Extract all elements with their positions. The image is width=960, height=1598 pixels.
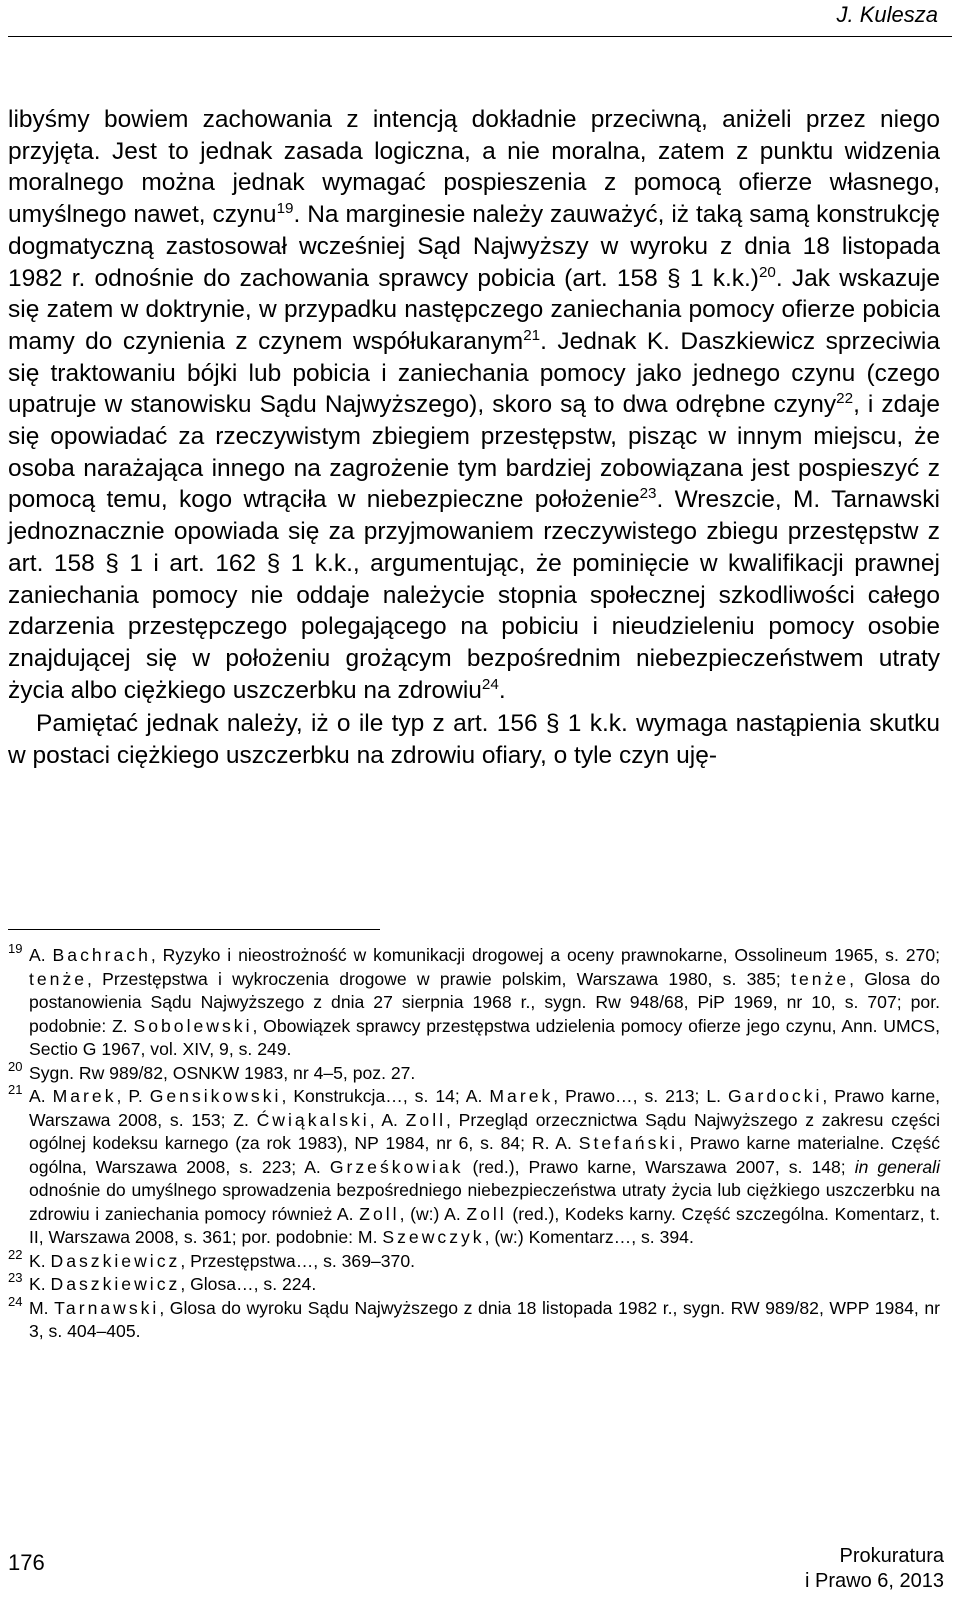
- journal-name: Prokuratura: [839, 1545, 944, 1567]
- author-name: Gensikowski: [149, 1086, 282, 1106]
- footnote-number: 24: [8, 1293, 23, 1309]
- footnote-text: , Przestępstwa…, s. 369–370.: [180, 1250, 416, 1271]
- footnote-number: 21: [8, 1082, 23, 1097]
- footnotes: [8, 941, 941, 1344]
- footnote-text: , (w:) Komentarz…, s. 394.: [484, 1227, 694, 1247]
- footnote-number: 20: [8, 1058, 23, 1074]
- footnote-21: [8, 1082, 941, 1250]
- text-run: libyśmy bowiem zachowania z intencją dokładnie przeciwną, aniżeli przez niego przyjęta. Jest to jednak zasada logiczna, a nie moralna, zatem z punktu widzenia moralnego można jednak wymagać pospieszenia z pomocą ofierze własnego, umyślnego nawet, czynu: [8, 106, 940, 229]
- text-run: .: [498, 676, 506, 704]
- footnote-text: , Obowiązek sprawcy przestępstwa udzielenia pomocy ofierze jego czynu, Ann. UMCS, Sectio G 1967, vol. XIV, 9, s. 249.: [29, 1015, 940, 1059]
- footnote-text: , P.: [116, 1086, 150, 1106]
- footnote-text: (red.), Prawo karne, Warszawa 2007, s. 148;: [463, 1156, 855, 1177]
- text-run: . Wreszcie, M. Tarnawski jednoznacznie opowiada się za przyjmowaniem rzeczywistego zbiegu przestępstw z art. 158 § 1 i art. 162 § 1 k.k., argumentując, że pominięcie w kwalifikacji prawnej zaniechania pomocy nie oddaje należycie stopnia społecznej szkodliwości całego zdarzenia przestępczego polegającego na pobiciu i nieudzieleniu pomocy osobie znajdującej się w położeniu grożącym bezpośrednim niebezpieczeństwem utraty życia albo ciężkiego uszczerbku na zdrowiu: [8, 486, 940, 704]
- author-name: Daszkiewicz: [50, 1274, 181, 1294]
- footnote-text: , Przestępstwa i wykroczenia drogowe w prawie polskim, Warszawa 1980, s. 385;: [87, 968, 792, 989]
- footnote-text: in generali: [854, 1156, 941, 1177]
- author-name: Bachrach: [52, 945, 151, 965]
- footnote-text: M.: [29, 1297, 55, 1318]
- footnote-text: K.: [29, 1274, 51, 1294]
- footnote-text: , Prawo karne, Warszawa 2008, s. 153; Z.: [29, 1086, 941, 1130]
- footnote-separator: [8, 929, 380, 930]
- footnote-ref-22[interactable]: 22: [836, 390, 854, 408]
- footnote-text: , A.: [369, 1109, 406, 1130]
- footnote-text: , Przegląd orzecznictwa Sądu Najwyższego z zakresu części ogólnej kodeksu karnego (za rok 1983), NP 1984, nr 6, s. 84; R. A.: [29, 1109, 940, 1153]
- footnote-ref-21[interactable]: 21: [523, 326, 541, 344]
- text-run: . Jak wskazuje się zatem w doktrynie, w przypadku następczego zaniechania pomocy ofierze pobicia mamy do czynienia z czynem współukaranym: [8, 264, 940, 355]
- author-name: Zoll: [466, 1203, 507, 1224]
- footnote-text: odnośnie do umyślnego sprowadzenia bezpośredniego niebezpieczeństwa utraty życia lub ciężkiego uszczerbku na zdrowiu i zaniechania pomocy również A.: [29, 1180, 940, 1224]
- main-text: [8, 104, 940, 772]
- author-name: Zoll: [405, 1109, 447, 1130]
- footnote-text: , Prawo…, s. 213; L.: [553, 1086, 728, 1106]
- footnote-text: , Ryzyko i nieostrożność w komunikacji drogowej a oceny prawnokarne, Ossolineum 1965, s. 270;: [150, 945, 940, 965]
- running-header-author: J. Kulesza: [836, 2, 938, 27]
- journal-info: [805, 1544, 944, 1594]
- footnote-text: A.: [29, 945, 53, 965]
- author-name: Daszkiewicz: [50, 1250, 181, 1271]
- text-run: . Na marginesie należy zauważyć, iż taką samą konstrukcję dogmatyczną zastosował wcześniej Sąd Najwyższy w wyroku z dnia 18 listopada 1982 r. odnośnie do zachowania sprawcy pobicia (art. 158 § 1 k.k.): [8, 201, 941, 292]
- footnote-text: A.: [29, 1086, 53, 1106]
- author-name: Ćwiąkalski: [256, 1109, 370, 1130]
- text-run: , i zdaje się opowiadać za rzeczywistym zbiegiem przestępstw, pisząc w innym miejscu, że osoba narażająca innego na zagrożenie tym bardziej zobowiązana jest pospieszyć z pomocą temu, kogo wtrąciła w niebezpieczne położenie: [8, 391, 941, 514]
- footnote-text: K.: [29, 1250, 51, 1271]
- author-name: Szewczyk: [382, 1227, 485, 1247]
- footnote-text: , Prawo karne materialne. Część ogólna, Warszawa 2008, s. 223; A.: [29, 1133, 940, 1177]
- author-name: Stefański: [578, 1133, 679, 1153]
- footnote-text: , Konstrukcja…, s. 14; A.: [281, 1086, 490, 1106]
- author-name: Grześkowiak: [329, 1156, 464, 1177]
- author-name: Zoll: [359, 1203, 400, 1224]
- author-name: Sobolewski: [133, 1015, 253, 1036]
- author-name: tenże: [29, 968, 88, 989]
- footnote-text: , Glosa do wyroku Sądu Najwyższego z dnia 18 listopada 1982 r., sygn. RW 989/82, WPP 1984, nr 3, s. 404–405.: [29, 1297, 940, 1341]
- author-name: Gardocki: [728, 1086, 823, 1106]
- footnote-number: 23: [8, 1270, 23, 1285]
- author-name: tenże: [791, 968, 850, 989]
- text-run: . Jednak K. Daszkiewicz sprzeciwia się traktowaniu bójki lub pobicia i zaniechania pomocy jako jednego czynu (czego upatruje w stanowisku Sądu Najwyższego), skoro są to dwa odrębne czyny: [8, 327, 940, 419]
- footnote-ref-19[interactable]: 19: [276, 199, 294, 217]
- header-rule: [8, 36, 952, 37]
- footnote-text: , Glosa…, s. 224.: [180, 1274, 317, 1294]
- footnote-20: [8, 1058, 940, 1086]
- footnote-ref-23[interactable]: 23: [639, 485, 657, 503]
- footnote-text: (red.), Kodeks karny. Część szczególna. Komentarz, t. II, Warszawa 2008, s. 361; por. podobnie: M.: [29, 1203, 940, 1247]
- paragraph-2: Pamiętać jednak należy, iż o ile typ z art. 156 § 1 k.k. wymaga nastąpienia skutku w postaci ciężkiego uszczerbku na zdrowiu ofiary, o tyle czyn uję-: [8, 710, 940, 770]
- paragraph-1: [8, 104, 940, 706]
- page-number: 176: [8, 1550, 45, 1575]
- footnote-19: [8, 941, 941, 1062]
- footnote-22: [8, 1246, 940, 1274]
- footnote-ref-20[interactable]: 20: [758, 263, 776, 281]
- footnote-number: 22: [8, 1246, 23, 1262]
- footnote-24: [8, 1293, 940, 1344]
- footnote-ref-24[interactable]: 24: [481, 675, 499, 693]
- footnote-text: Sygn. Rw 989/82, OSNKW 1983, nr 4–5, poz. 27.: [29, 1062, 416, 1083]
- footnote-23: [8, 1270, 940, 1297]
- author-name: Marek: [489, 1086, 554, 1106]
- author-name: Tarnawski: [54, 1297, 160, 1318]
- journal-issue: i Prawo 6, 2013: [805, 1570, 944, 1592]
- author-name: Marek: [52, 1086, 117, 1106]
- footnote-text: , (w:) A.: [399, 1203, 467, 1224]
- footnote-number: 19: [8, 941, 23, 956]
- footnote-text: , Glosa do postanowienia Sądu Najwyższego z dnia 27 sierpnia 1968 r., sygn. Rw 948/68, PiP 1969, nr 10, s. 707; por. podobnie: Z.: [29, 968, 941, 1036]
